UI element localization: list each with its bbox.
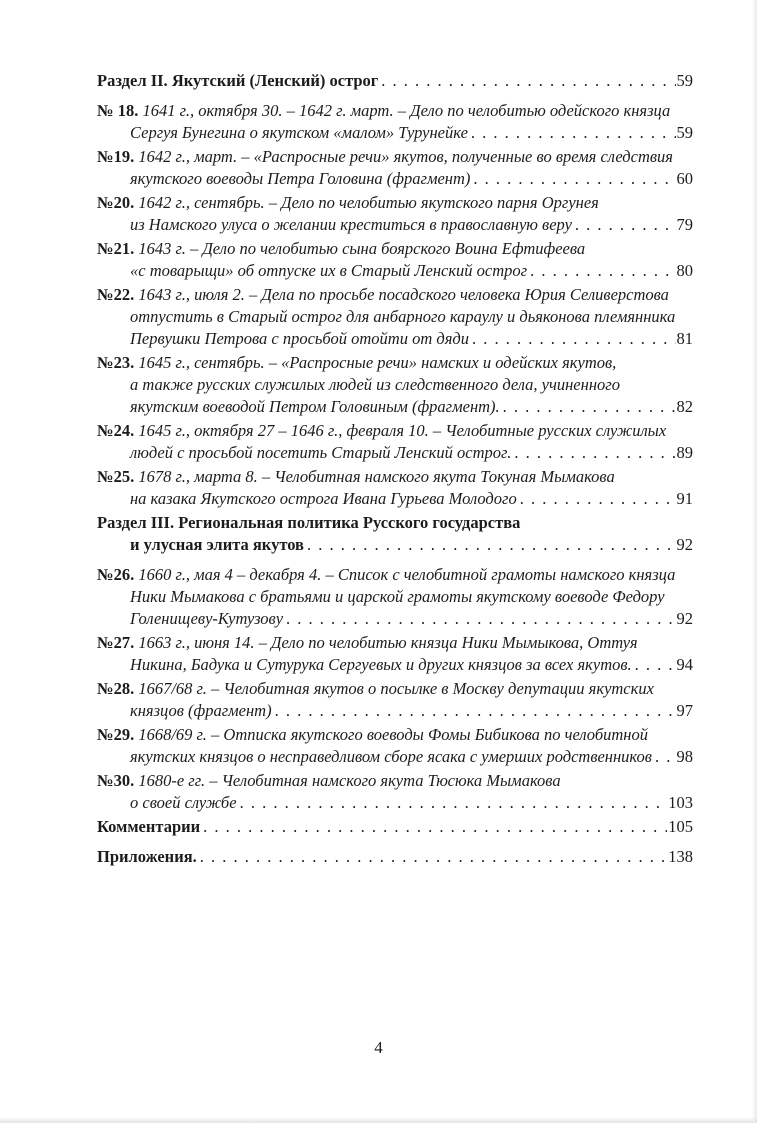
dot-leader (286, 608, 675, 630)
toc-heading-entry (97, 512, 693, 556)
toc-entry-label: №29. (97, 725, 139, 744)
toc-line (97, 654, 693, 676)
dot-leader (203, 816, 667, 838)
toc-entry-text: Региональная политика Русского государства (178, 513, 521, 532)
toc-line (97, 306, 693, 328)
toc-entry-text: якутского воеводы Петра Головина (фрагмент) (130, 169, 471, 188)
folio-page-number: 4 (374, 1038, 383, 1057)
dot-leader (520, 488, 676, 510)
toc-entry-text: 1680-е гг. – Челобитная намского якута Тюсюка Мымакова (138, 771, 561, 790)
dot-leader (473, 168, 675, 190)
toc-entry-text: отпустить в Старый острог для анбарного караулу и дьяконова племянника (130, 307, 676, 326)
toc-line (97, 192, 693, 214)
dot-leader (240, 792, 668, 814)
toc-entry-text: 1667/68 г. – Челобитная якутов о посылке в Москву депутации якутских (138, 679, 654, 698)
dot-leader (471, 122, 676, 144)
toc-line (97, 442, 693, 464)
toc-item-entry (97, 284, 693, 350)
toc-line (97, 238, 693, 260)
toc-entry-text: 1663 г., июня 14. – Дело по челобитью князца Ники Мымыкова, Оттуя (138, 633, 638, 652)
toc-line (97, 396, 693, 418)
toc-entry-label: №23. (97, 353, 139, 372)
toc-entry-text: а также русских служилых людей из следственного дела, учиненного (130, 375, 620, 394)
toc-entry-text: 1678 г., марта 8. – Челобитная намского якута Токуная Мымакова (138, 467, 615, 486)
toc-item-entry (97, 564, 693, 630)
toc-entry-text: 1645 г., сентябрь. – «Распросные речи» намских и одейских якутов, (138, 353, 617, 372)
toc-entry-text: 1643 г., июля 2. – Дела по просьбе посадского человека Юрия Селиверстова (138, 285, 669, 304)
dot-leader (275, 700, 676, 722)
toc-line (97, 100, 693, 122)
dot-leader (307, 534, 676, 556)
toc-heading-entry (97, 816, 693, 838)
toc-line (97, 678, 693, 700)
toc-entry-text: 1645 г., октября 27 – 1646 г., февраля 10. – Челобитные русских служилых (138, 421, 667, 440)
toc-line (97, 466, 693, 488)
toc-line (97, 328, 693, 350)
toc-line (97, 374, 693, 396)
toc-heading-entry (97, 70, 693, 92)
toc-entry-text: Сергуя Бунегина о якутском «малом» Турунейке (130, 123, 468, 142)
toc-page-number: 94 (676, 655, 693, 674)
page-footer (0, 1038, 757, 1058)
toc-page-number: 59 (676, 71, 693, 90)
toc-item-entry (97, 352, 693, 418)
toc-entry-label: №21. (97, 239, 139, 258)
toc-entry-text: Комментарии (97, 817, 201, 836)
toc-line (97, 770, 693, 792)
toc-entry-text: 1642 г., март. – «Распросные речи» якутов, полученные во время следствия (138, 147, 673, 166)
toc-entry-text: якутских князцов о несправедливом сборе ясака с умерших родственников (130, 747, 652, 766)
toc-line (97, 70, 693, 92)
toc-line (97, 564, 693, 586)
toc-page-number: 92 (676, 535, 693, 554)
toc-entry-label: №30. (97, 771, 139, 790)
toc-page-number: 91 (676, 489, 693, 508)
toc-item-entry (97, 724, 693, 768)
toc-line (97, 608, 693, 630)
toc-item-entry (97, 238, 693, 282)
toc-entry-label: Раздел III. (97, 513, 179, 532)
toc-entry-label: №19. (97, 147, 139, 166)
toc-entry-text: 1660 г., мая 4 – декабря 4. – Список с челобитной грамоты намского князца (138, 565, 676, 584)
toc-entry-label: Раздел II. (97, 71, 172, 90)
dot-leader (514, 442, 675, 464)
toc-entry-text: о своей службе (130, 793, 237, 812)
toc-item-entry (97, 146, 693, 190)
toc-entry-label: №22. (97, 285, 139, 304)
toc-line (97, 792, 693, 814)
toc-entry-label: №20. (97, 193, 139, 212)
toc-item-entry (97, 466, 693, 510)
toc-line (97, 700, 693, 722)
toc-entry-text: 1668/69 г. – Отписка якутского воеводы Фомы Бибикова по челобитной (138, 725, 648, 744)
toc-line (97, 352, 693, 374)
toc-page-number: 97 (676, 701, 693, 720)
toc-line (97, 724, 693, 746)
toc-line (97, 846, 693, 868)
toc-entry-text: Первушки Петрова с просьбой отойти от дяди (130, 329, 469, 348)
table-of-contents (97, 70, 693, 876)
toc-line (97, 488, 693, 510)
dot-leader (200, 846, 668, 868)
toc-heading-entry (97, 846, 693, 868)
toc-line (97, 122, 693, 144)
toc-entry-label: № 18. (97, 101, 143, 120)
toc-entry-text: из Намского улуса о желании креститься в православную веру (130, 215, 572, 234)
toc-line (97, 586, 693, 608)
toc-page-number: 60 (676, 169, 693, 188)
dot-leader (530, 260, 675, 282)
toc-entry-label: №25. (97, 467, 139, 486)
toc-page-number: 92 (676, 609, 693, 628)
toc-entry-text: и улусная элита якутов (130, 535, 304, 554)
toc-entry-text: Приложения. (97, 847, 197, 866)
toc-page-number: 79 (676, 215, 693, 234)
toc-entry-text: якутским воеводой Петром Головиным (фрагмент). (130, 397, 500, 416)
toc-line (97, 260, 693, 282)
dot-leader (655, 746, 676, 768)
dot-leader (381, 70, 675, 92)
toc-page-number: 138 (668, 847, 693, 866)
toc-entry-text: Никина, Бадука и Сутурука Сергуевых и других князцов за всех якутов. (130, 655, 632, 674)
toc-line (97, 284, 693, 306)
dot-leader (472, 328, 676, 350)
toc-entry-label: №24. (97, 421, 139, 440)
toc-page-number: 82 (676, 397, 693, 416)
toc-line (97, 816, 693, 838)
toc-entry-text: людей с просьбой посетить Старый Ленский острог. (130, 443, 512, 462)
toc-entry-label: №26. (97, 565, 139, 584)
toc-page-number: 105 (668, 817, 693, 836)
toc-page-number: 103 (668, 793, 693, 812)
scan-edge-shadow-bottom (0, 1117, 757, 1123)
toc-item-entry (97, 192, 693, 236)
toc-line (97, 168, 693, 190)
toc-entry-text: 1642 г., сентябрь. – Дело по челобитью якутского парня Оргунея (138, 193, 599, 212)
toc-line (97, 512, 693, 534)
toc-line (97, 746, 693, 768)
toc-entry-label: №28. (97, 679, 139, 698)
toc-entry-text: Голенищеву-Кутузову (130, 609, 284, 628)
toc-item-entry (97, 100, 693, 144)
toc-entry-text: князцов (фрагмент) (130, 701, 272, 720)
toc-entry-text: 1641 г., октября 30. – 1642 г. март. – Дело по челобитью одейского князца (142, 101, 671, 120)
toc-entry-text: Якутский (Ленский) острог (171, 71, 379, 90)
toc-line (97, 420, 693, 442)
toc-line (97, 632, 693, 654)
toc-page-number: 80 (676, 261, 693, 280)
toc-page-number: 89 (676, 443, 693, 462)
toc-page-number: 98 (676, 747, 693, 766)
toc-entry-text: на казака Якутского острога Ивана Гурьева Молодого (130, 489, 517, 508)
dot-leader (575, 214, 676, 236)
toc-line (97, 146, 693, 168)
toc-page-number: 81 (676, 329, 693, 348)
toc-line (97, 534, 693, 556)
toc-entry-text: 1643 г. – Дело по челобитью сына боярского Воина Ефтифеева (138, 239, 586, 258)
toc-entry-text: Ники Мымакова с братьями и царской грамоты якутскому воеводе Федору (130, 587, 665, 606)
toc-item-entry (97, 420, 693, 464)
toc-page-number: 59 (676, 123, 693, 142)
toc-line (97, 214, 693, 236)
toc-item-entry (97, 678, 693, 722)
toc-item-entry (97, 770, 693, 814)
dot-leader (503, 396, 676, 418)
scan-edge-shadow-right (752, 0, 757, 1123)
toc-entry-text: «с товарыщи» об отпуске их в Старый Ленский острог (130, 261, 528, 280)
toc-entry-label: №27. (97, 633, 139, 652)
toc-item-entry (97, 632, 693, 676)
dot-leader (635, 654, 676, 676)
